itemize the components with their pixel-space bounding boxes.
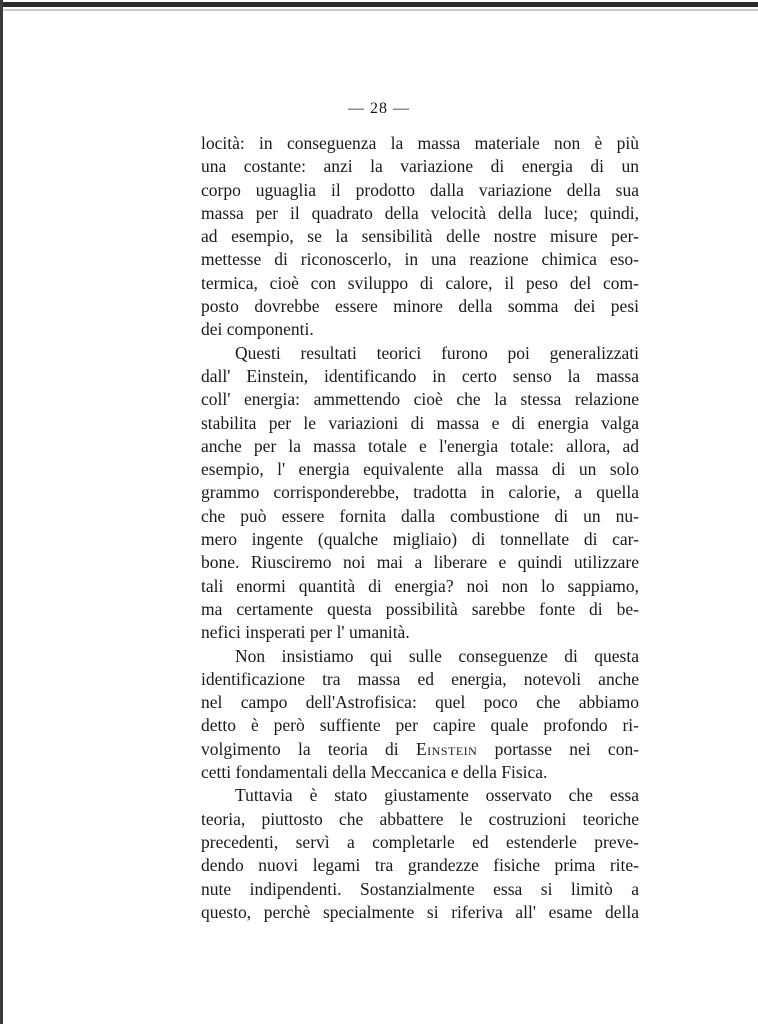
text-line: una costante: anzi la variazione di energia di un <box>201 156 639 177</box>
text-line: grammo corrisponderebbe, tradotta in calorie, a quella <box>201 482 639 503</box>
scan-left-border <box>0 0 3 1024</box>
text-line: ma certamente questa possibilità sarebbe fonte di be- <box>201 598 639 619</box>
author-name-smallcaps: Einstein <box>415 738 478 759</box>
paragraph-start-line: Non insistiamo qui sulle conseguenze di questa <box>235 645 639 666</box>
text-line: massa per il quadrato della velocità della luce; quindi, <box>201 202 639 223</box>
text-line: posto dovrebbe essere minore della somma dei pesi <box>201 296 639 317</box>
text-line: mettesse di riconoscerlo, in una reazione chimica eso- <box>201 249 639 270</box>
text-line-with-name <box>201 738 639 761</box>
text-line: locità: in conseguenza la massa materiale non è più <box>201 133 639 153</box>
text-line: coll' energia: ammettendo cioè che la stessa relazione <box>201 389 639 410</box>
text-line: nel campo dell'Astrofisica: quel poco che abbiamo <box>201 692 639 713</box>
page-number: — 28 — <box>348 100 410 117</box>
paragraph-end-line: dei componenti. <box>201 319 314 340</box>
text-line: stabilita per le variazioni di massa e di energia valga <box>201 412 639 433</box>
paragraph-end-line: nefici insperati per l' umanità. <box>201 622 410 643</box>
paragraph-start-line: Questi resultati teorici furono poi generalizzati <box>235 342 639 363</box>
text-line: tali enormi quantità di energia? noi non lo sappiamo, <box>201 575 639 596</box>
scan-top-border-shadow <box>0 9 758 11</box>
text-line: corpo uguaglia il prodotto dalla variazione della sua <box>201 179 639 200</box>
paragraph-start-line: Tuttavia è stato giustamente osservato che essa <box>235 785 639 806</box>
text-line: dendo nuovi legami tra grandezze fisiche prima rite- <box>201 855 639 876</box>
text-fragment: portasse nei con- <box>494 738 639 759</box>
text-line: anche per la massa totale e l'energia totale: allora, ad <box>201 435 639 456</box>
text-line: mero ingente (qualche migliaio) di tonnellate di car- <box>201 529 639 550</box>
text-line: detto è però suffiente per capire quale profondo ri- <box>201 715 639 736</box>
body-text <box>201 132 639 924</box>
text-line: dall' Einstein, identificando in certo senso la massa <box>201 365 639 386</box>
text-line: nute indipendenti. Sostanzialmente essa si limitò a <box>201 878 639 899</box>
text-line: precedenti, servì a completarle ed estenderle preve- <box>201 831 639 852</box>
scan-top-border <box>0 2 758 7</box>
text-line: termica, cioè con sviluppo di calore, il peso del com- <box>201 272 639 293</box>
text-line: identificazione tra massa ed energia, notevoli anche <box>201 668 639 689</box>
text-line: bone. Riusciremo noi mai a liberare e quindi utilizzare <box>201 552 639 573</box>
text-line: teoria, piuttosto che abbattere le costruzioni teoriche <box>201 808 639 829</box>
text-line: questo, perchè specialmente si riferiva all' esame della <box>201 901 639 922</box>
paragraph-end-line: cetti fondamentali della Meccanica e della Fisica. <box>201 762 548 783</box>
text-line: che può essere fornita dalla combustione di un nu- <box>201 505 639 526</box>
text-line: ad esempio, se la sensibilità delle nostre misure per- <box>201 226 639 247</box>
text-line: esempio, l' energia equivalente alla massa di un solo <box>201 459 639 480</box>
text-fragment: volgimento la teoria di <box>201 738 399 759</box>
